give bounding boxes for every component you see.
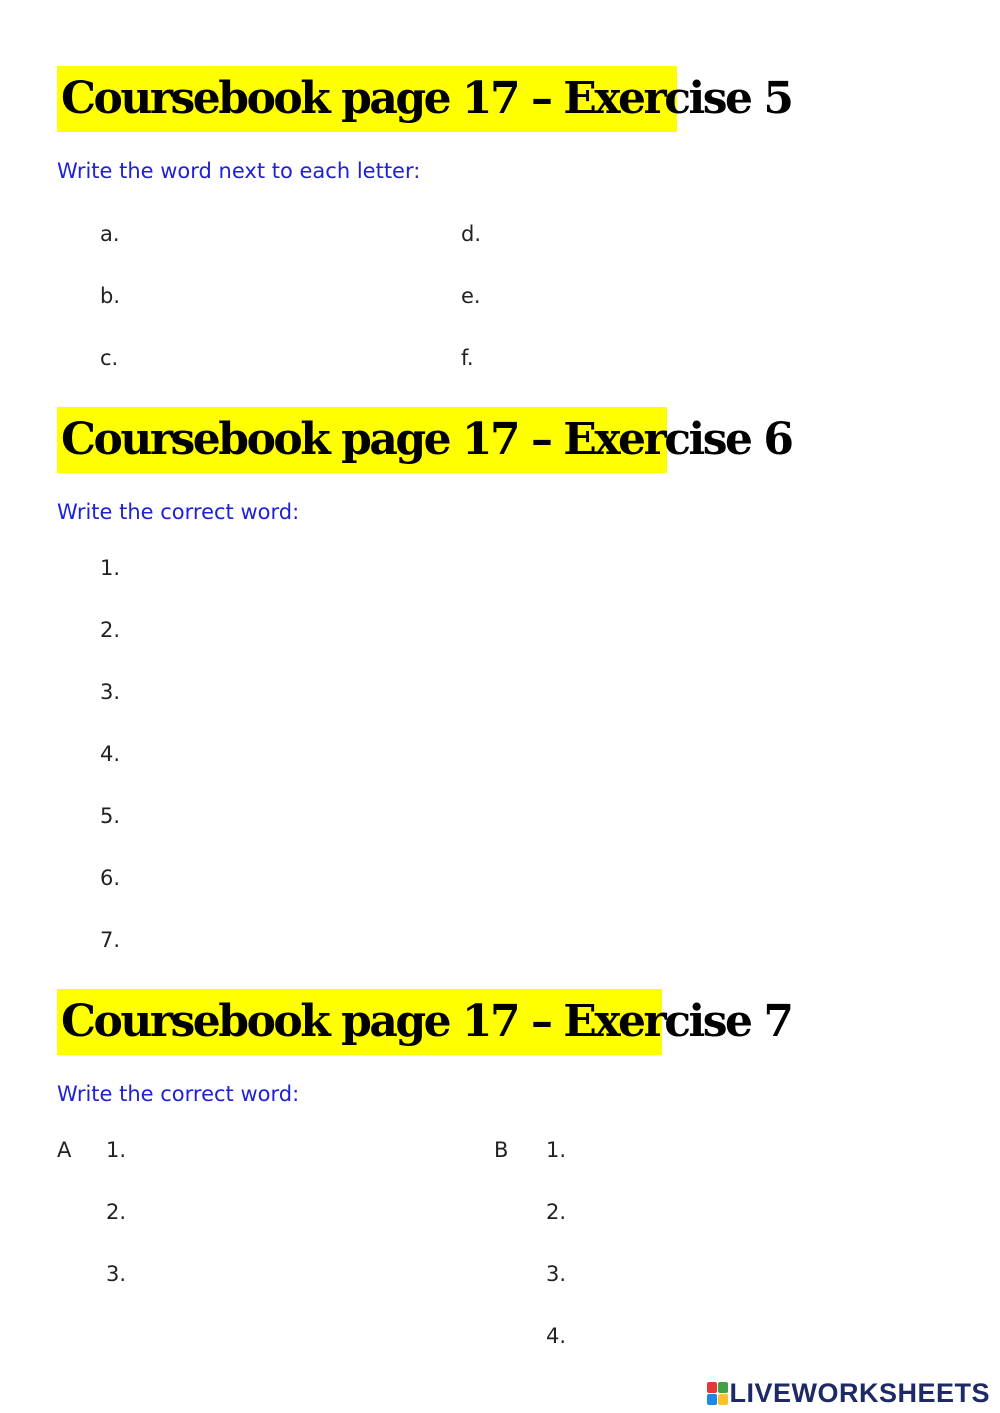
exercise-5-item-d: d.: [461, 222, 482, 246]
liveworksheets-logo: [707, 1376, 990, 1410]
exercise-6-item-3: 3.: [100, 680, 121, 704]
exercise-7-group-b-item-4: 4.: [546, 1324, 567, 1348]
exercise-6-item-5: 5.: [100, 804, 121, 828]
exercise-5-item-f: f.: [461, 346, 474, 370]
exercise-5-item-b: b.: [100, 284, 121, 308]
exercise-5-item-c: c.: [100, 346, 119, 370]
logo-square-green: [718, 1382, 728, 1393]
exercise-7-group-b-item-3: 3.: [546, 1262, 567, 1286]
exercise-7-instruction: Write the correct word:: [57, 1082, 300, 1106]
exercise-7-group-a-item-3: 3.: [106, 1262, 127, 1286]
exercise-6-item-6: 6.: [100, 866, 121, 890]
exercise-7-group-b-item-2: 2.: [546, 1200, 567, 1224]
exercise-5-heading: Coursebook page 17 – Exercise 5: [57, 66, 677, 132]
exercise-7-group-a-item-1: 1.: [106, 1138, 127, 1162]
exercise-6-item-4: 4.: [100, 742, 121, 766]
exercise-7-group-b-label: B: [494, 1138, 509, 1162]
exercise-7-group-b-item-1: 1.: [546, 1138, 567, 1162]
logo-square-blue: [707, 1394, 717, 1405]
exercise-5-item-e: e.: [461, 284, 481, 308]
exercise-6-heading: Coursebook page 17 – Exercise 6: [57, 407, 667, 473]
exercise-5-item-a: a.: [100, 222, 120, 246]
exercise-7-group-a-label: A: [57, 1138, 72, 1162]
exercise-7-group-a-item-2: 2.: [106, 1200, 127, 1224]
exercise-6-item-1: 1.: [100, 556, 121, 580]
liveworksheets-logo-text: LIVEWORKSHEETS: [729, 1377, 990, 1408]
exercise-5-instruction: Write the word next to each letter:: [57, 159, 421, 183]
logo-square-red: [707, 1382, 717, 1393]
liveworksheets-logo-icon: [707, 1382, 727, 1404]
exercise-6-item-2: 2.: [100, 618, 121, 642]
exercise-7-heading: Coursebook page 17 – Exercise 7: [57, 989, 662, 1055]
logo-square-yellow: [718, 1394, 728, 1405]
exercise-6-instruction: Write the correct word:: [57, 500, 300, 524]
exercise-6-item-7: 7.: [100, 928, 121, 952]
